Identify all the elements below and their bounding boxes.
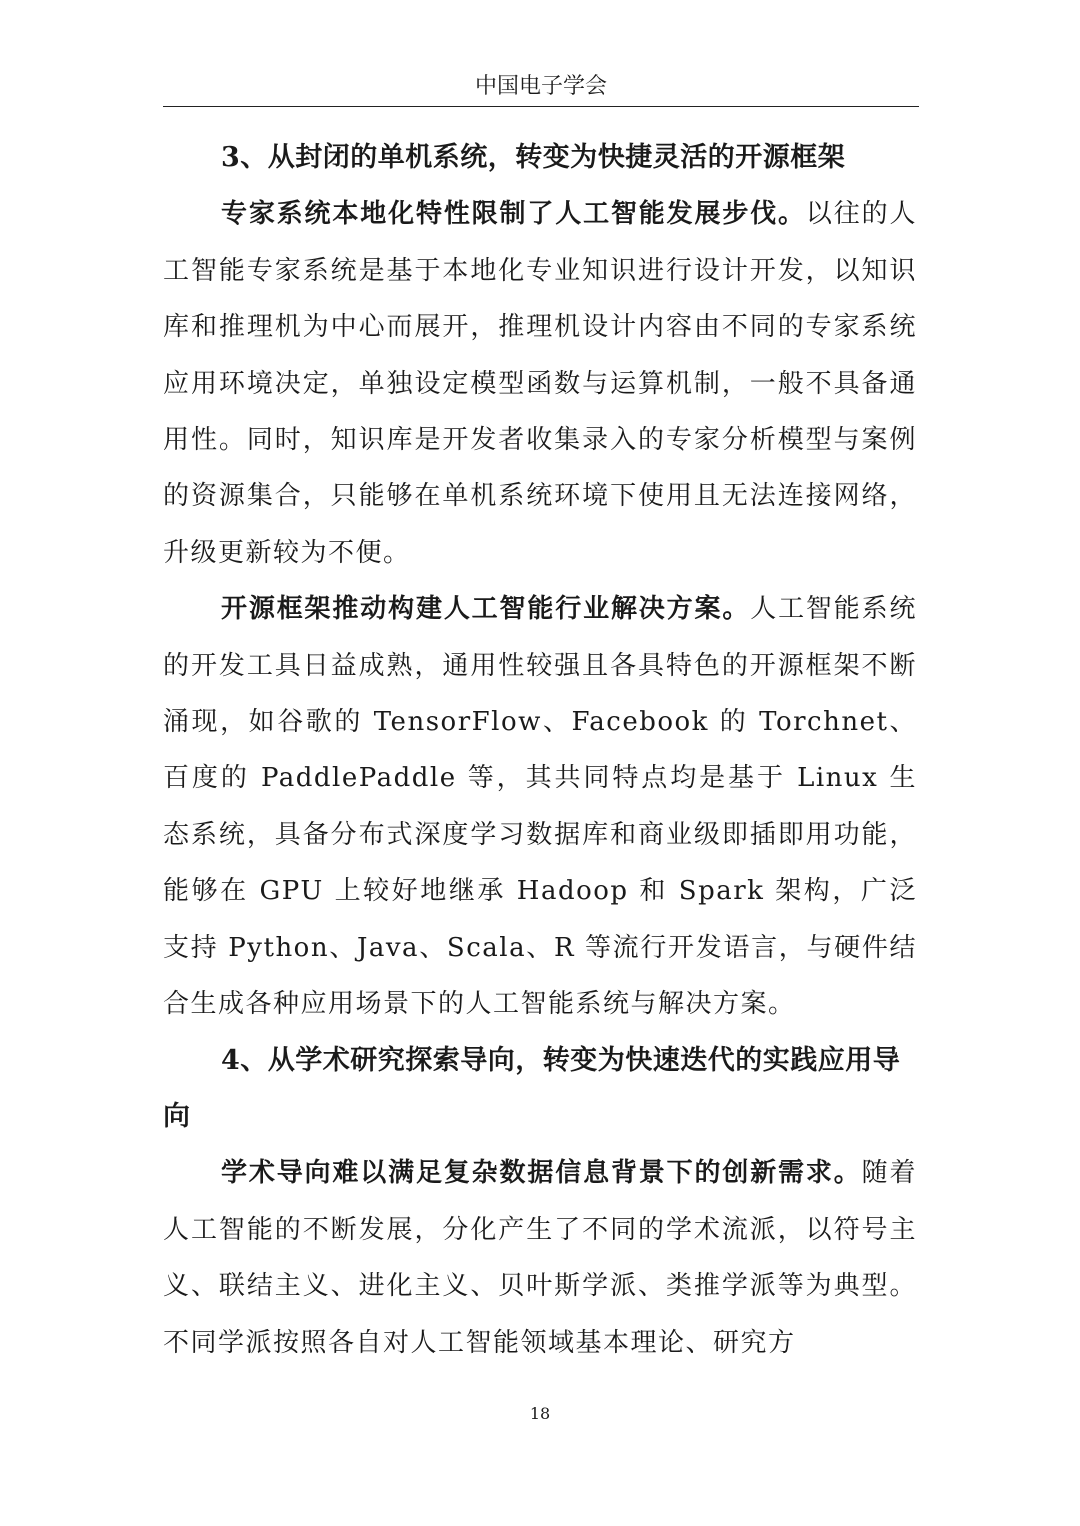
paragraph-open-source-frameworks [163, 581, 917, 1032]
section-heading-4: 4、从学术研究探索导向，转变为快速迭代的实践应用导向 [163, 1044, 901, 1132]
paragraph-text: 以往的人工智能专家系统是基于本地化专业知识进行设计开发，以知识库和推理机为中心而展开，推理机设计内容由不同的专家系统应用环境决定，单独设定模型函数与运算机制，一般不具备通用性。同时，知识库是开发者收集录入的专家分析模型与案例的资源集合，只能够在单机系统环境下使用且无法连接网络，升级更新较为不便。 [163, 199, 917, 568]
page-body [163, 130, 917, 1371]
paragraph-lead: 开源框架推动构建人工智能行业解决方案。 [221, 594, 751, 625]
section-heading-3: 3、从封闭的单机系统，转变为快捷灵活的开源框架 [221, 142, 846, 173]
page-number: 18 [529, 1404, 551, 1423]
paragraph-lead: 专家系统本地化特性限制了人工智能发展步伐。 [221, 199, 806, 230]
paragraph-text: 随着人工智能的不断发展，分化产生了不同的学术流派，以符号主义、联结主义、进化主义、贝叶斯学派、类推学派等为典型。不同学派按照各自对人工智能领域基本理论、研究方 [163, 1158, 917, 1358]
paragraph-lead: 学术导向难以满足复杂数据信息背景下的创新需求。 [221, 1158, 862, 1189]
paragraph-academic-orientation [163, 1145, 917, 1371]
header-rule [163, 106, 919, 107]
paragraph-expert-system-limits [163, 186, 917, 581]
running-header: 中国电子学会 [474, 74, 607, 99]
paragraph-text: 人工智能系统的开发工具日益成熟，通用性较强且各具特色的开源框架不断涌现，如谷歌的 TensorFlow、Facebook 的 Torchnet、百度的 PaddlePaddle 等，其共同特点均是基于 Linux 生态系统，具备分布式深度学习数据库和商业级即插即用功能，能够在 GPU 上较好地继承 Hadoop 和 Spark 架构，广泛支持 Python、Java、Scala、R 等流行开发语言，与硬件结合生成各种应用场景下的人工智能系统与解决方案。 [163, 594, 917, 1020]
